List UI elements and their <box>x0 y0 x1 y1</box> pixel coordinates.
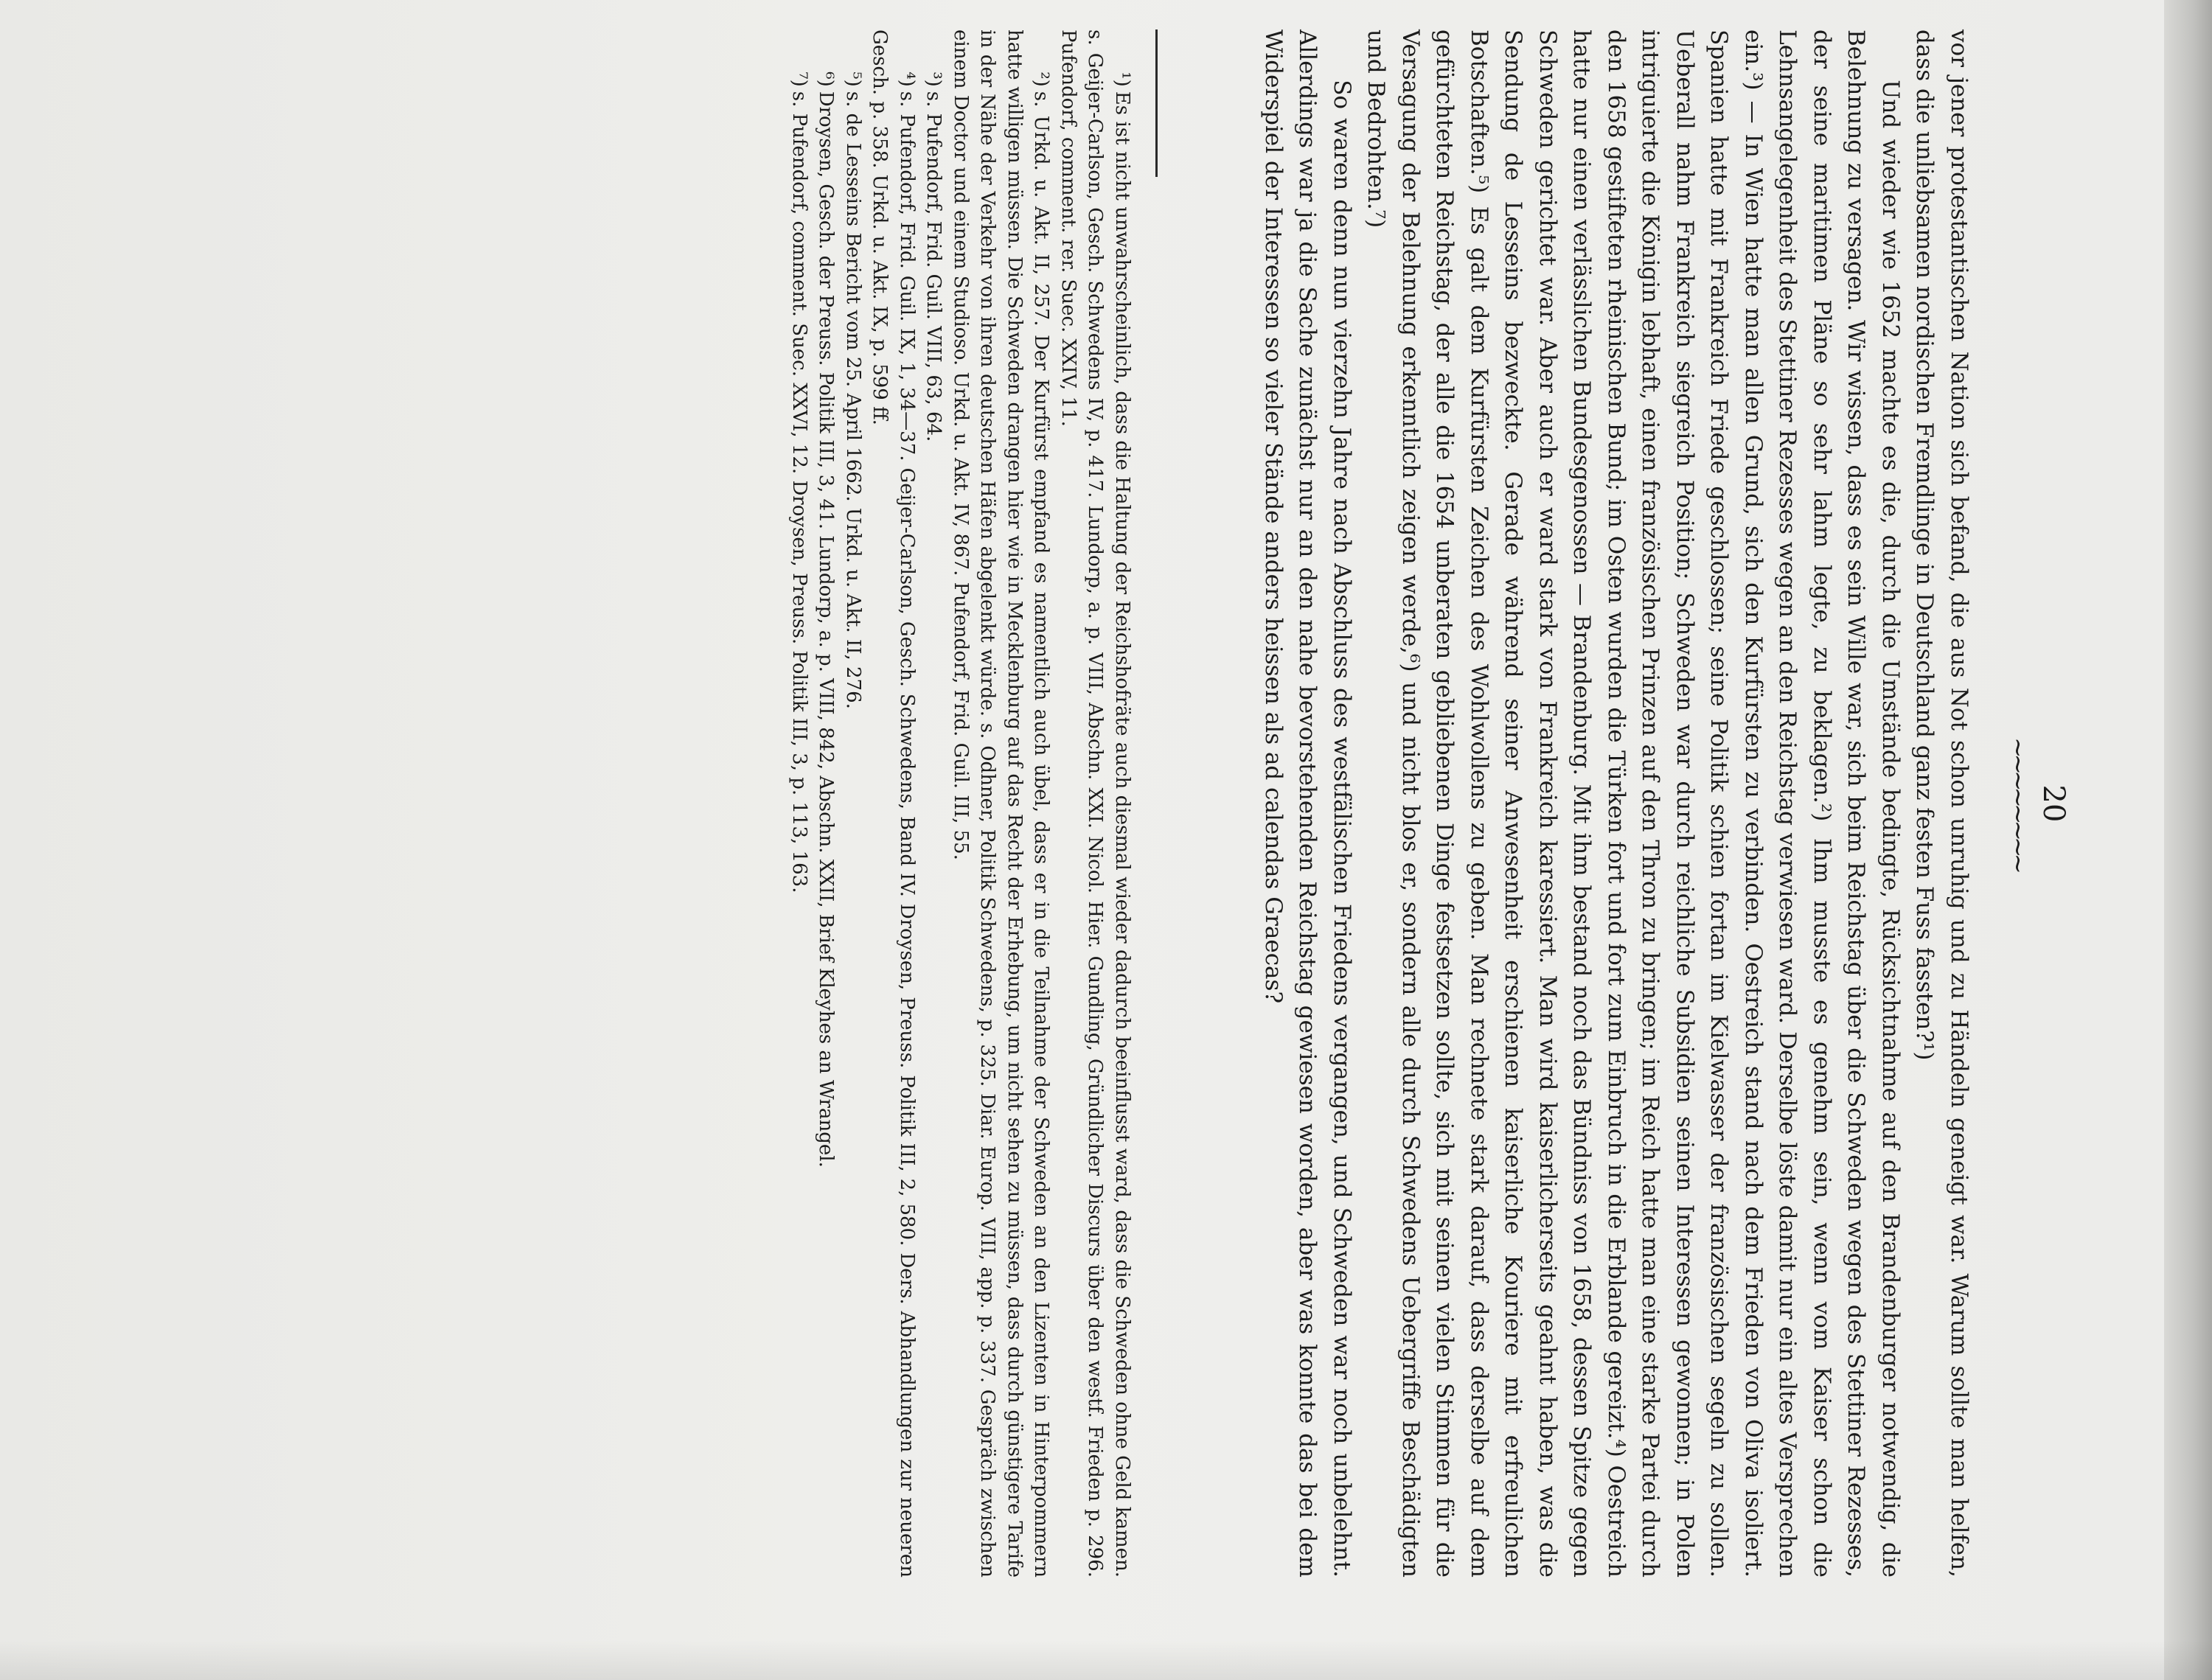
footnote-text: Droysen, Gesch. der Preuss. Politik III, 3, 41. Lundorp, a. p. VIII, 842, Abschn. XXII, Brief Kleyhes an Wrangel. <box>815 91 838 1168</box>
footnote-number: ⁴) <box>896 72 918 87</box>
footnote <box>947 29 1055 1578</box>
footnote-text: s. Pufendorf, Frid. Guil. IX, 1, 34—37. Geijer-Carlson, Gesch. Schwedens, Band IV. Droysen, Preuss. Politik III, 2, 580. Ders. Abhandlungen zur neueren Gesch. p. 358. Urkd. u. Akt. IX, p. 599 ff. <box>869 29 918 1578</box>
footnote <box>866 29 920 1578</box>
main-text <box>1256 29 1977 1578</box>
footnote-text: s. Pufendorf, comment. Suec. XXVI, 12. Droysen, Preuss. Politik III, 3, p. 113, 163. <box>788 91 810 893</box>
footnote <box>920 29 947 1578</box>
rotated-text-block <box>262 29 2076 1578</box>
header-ornament: ~~~~~~~~ <box>2003 737 2033 870</box>
footnote-number: ⁶) <box>815 72 838 87</box>
footnote-number: ¹) <box>1111 72 1133 87</box>
footnote-text: s. Pufendorf, Frid. Guil. VIII, 63, 64. <box>922 91 945 442</box>
footnote-number: ²) <box>1030 72 1053 87</box>
footnote-text: s. Urkd. u. Akt. II, 257. Der Kurfürst empfand es namentlich auch übel, dass er in die Teilnahme der Schweden an den Lizenten in Hinterpommern hatte willigen müssen. Die Schweden drangen hier wie in Mecklenburg auf das Recht der Erhebung, um nicht sehen zu müssen, dass durch günstigere Tarife in der Nähe der Verkehr von ihren deutschen Häfen abgelenkt würde. s. Odhner, Politik Schwedens, p. 325. Diar. Europ. VIII, app. p. 337. Gespräch zwischen einem Doctor und einem Studioso. Urkd. u. Akt. IV, 867. Pufendorf, Frid. Guil. III, 55. <box>950 29 1053 1578</box>
paragraph: Und wieder wie 1652 machte es die, durch die Umstände bedingte, Rücksichtnahme auf den Brandenburger notwendig, die Belehnung zu versagen. Wir wissen, dass es sein Wille war, sich beim Reichstag über die Schweden wegen des Stettiner Rezesses, der seine maritimen Pläne so sehr lahm legte, zu beklagen.²) Ihm musste es genehm sein, wenn vom Kaiser schon die Lehnsangelegenheit des Stettiner Rezesses wegen an den Reichstag verwiesen ward. Derselbe löste damit nur ein altes Versprechen ein.³) — In Wien hatte man allen Grund, sich den Kurfürsten zu verbinden. Oestreich stand nach dem Frieden von Oliva isoliert. Spanien hatte mit Frankreich Friede geschlossen; seine Politik schien fortan im Kielwasser der französischen segeln zu sollen. Ueberall nahm Frankreich siegreich Position; Schweden war durch reichliche Subsidien seinen Interessen gewonnen; in Polen intriguierte die Königin lebhaft, einen französischen Prinzen auf den Thron zu bringen; im Reich hatte man eine starke Partei durch den 1658 gestifteten rheinischen Bund; im Osten wurden die Türken fort und fort zum Einbruch in die Erblande gereizt.⁴) Oestreich hatte nur einen verlässlichen Bundesgenossen — Brandenburg. Mit ihm bestand noch das Bündniss von 1658, dessen Spitze gegen Schweden gerichtet war. Aber auch er ward stark von Frankreich karessiert. Man wird kaiserlicherseits geahnt haben, was die Sendung de Lesseins bezweckte. Gerade während seiner Anwesenheit erschienen kaiserliche Kouriere mit erfreulichen Botschaften.⁵) Es galt dem Kurfürsten Zeichen des Wohlwollens zu geben. Man rechnete stark darauf, dass derselbe auf dem gefürchteten Reichstag, der alle die 1654 unberaten gebliebenen Dinge festsetzen sollte, sich mit seinen vielen Stimmen für die Versagung der Belehnung erkenntlich zeigen werde,⁶) und nicht blos er, sondern alle durch Schwedens Uebergriffe Beschädigten und Bedrohten.⁷) <box>1363 29 1904 1578</box>
footnotes <box>786 29 1136 1578</box>
footnote-text: s. de Lesseins Bericht vom 25. April 1662. Urkd. u. Akt. II, 276. <box>842 91 864 709</box>
page-number: 20 <box>2037 784 2070 823</box>
paragraph: vor jener protestantischen Nation sich befand, die aus Not schon unruhig und zu Händeln geneigt war. Warum sollte man helfen, dass die unliebsamen nordischen Fremdlinge in Deutschland ganz festen Fuss fassten?¹) <box>1911 29 1972 1578</box>
footnote <box>786 29 813 1578</box>
footnote-text: Es ist nicht unwahrscheinlich, dass die Haltung der Reichshofräte auch diesmal wieder dadurch beeinflusst ward, dass die Schweden ohne Geld kamen. s. Geijer-Carlson, Gesch. Schwedens IV, p. 417. Lundorp, a. p. VIII, Abschn. XXI. Nicol. Hier. Gundling, Gründlicher Discurs über den westf. Frieden p. 296. Pufendorf, comment. rer. Suec. XXIV, 11. <box>1057 29 1133 1578</box>
footnote <box>1055 29 1136 1578</box>
book-spine-shadow <box>2164 0 2212 1680</box>
footnote-divider <box>1155 29 1158 177</box>
paragraph: So waren denn nun vierzehn Jahre nach Abschluss des westfälischen Friedens vergangen, und Schweden war noch unbelehnt. Allerdings war ja die Sache zunächst nur an den nahe bevorstehenden Reichstag gewiesen worden, aber was konnte das bei dem Widerspiel der Interessen so vieler Stände anders heissen als ad calendas Graecas? <box>1260 29 1355 1578</box>
footnote <box>813 29 840 1578</box>
page-edge-shadow <box>0 1640 2212 1680</box>
footnote-number: ³) <box>922 72 945 87</box>
footnote <box>840 29 867 1578</box>
footnote-number: ⁵) <box>842 72 864 87</box>
footnote-number: ⁷) <box>788 72 810 87</box>
